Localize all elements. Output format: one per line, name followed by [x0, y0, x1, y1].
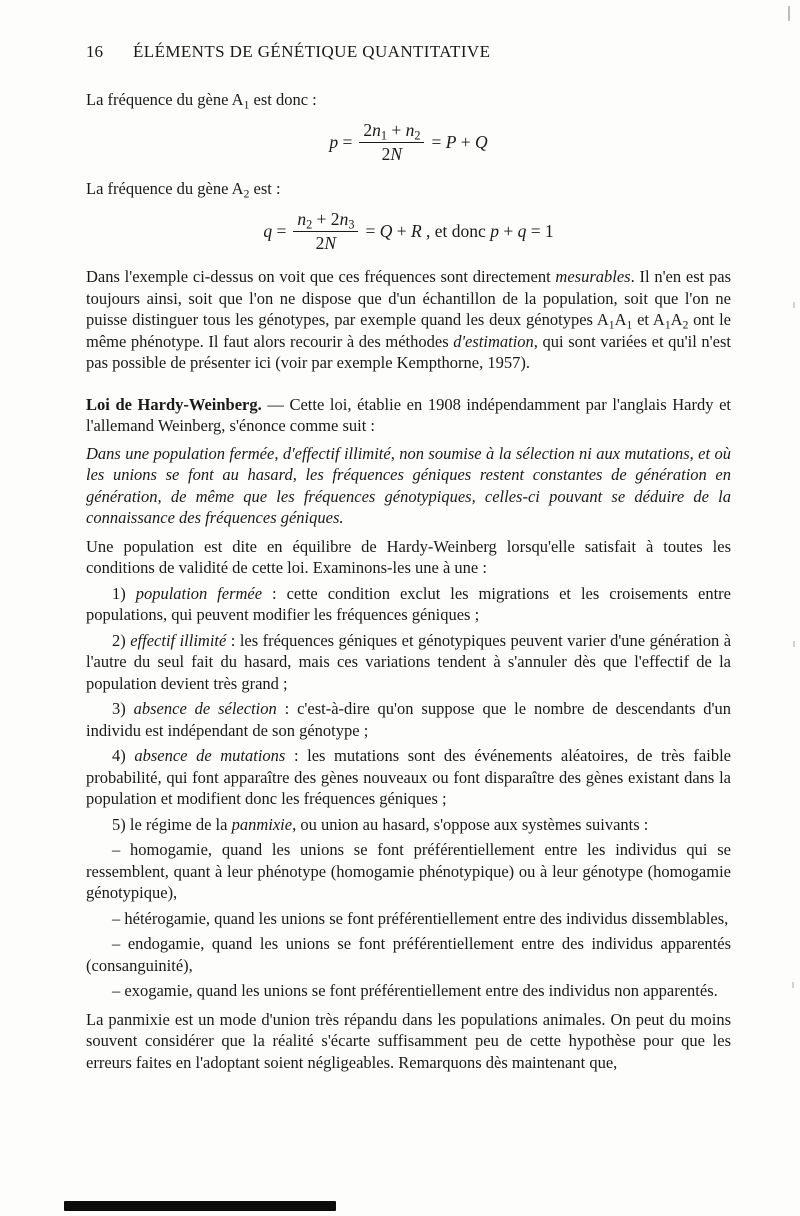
mating-systems-list	[86, 839, 731, 1002]
scan-artifact-tick	[788, 6, 790, 21]
formula-q	[86, 205, 731, 257]
fraction-p-denominator: 2N	[381, 144, 403, 164]
scan-artifact-bar	[64, 1201, 336, 1211]
fraction-p	[359, 120, 424, 165]
running-header	[86, 42, 731, 62]
fraction-p-numerator: $2n_1 + n_2$	[359, 120, 424, 143]
formula-p-lhs: p =	[329, 132, 353, 152]
condition-item-2: 2) effectif illimité : les fréquences géniques et génotypiques peuvent varier d'une génération à l'autre du seul fait du hasard, mais ces variations tendent à s'annuler dès que l'effectif de la population devient très grand ;	[86, 630, 732, 693]
conditions-list	[86, 583, 731, 836]
fraction-q	[293, 209, 358, 254]
condition-item-4: 4) absence de mutations : les mutations sont des événements aléatoires, de très faible probabilité, qui font apparaître des gènes nouveaux ou font disparaître des gènes existant dans la population et modifient donc les fréquences géniques ;	[86, 746, 731, 808]
gene-a2-intro-line: La fréquence du gène $A_2$ est :	[86, 178, 281, 200]
page-number: 16	[86, 42, 103, 61]
condition-item-3: 3) absence de sélection : c'est-à-dire qu'on suppose que le nombre de descendants d'un individu est indépendant de son génotype ;	[86, 699, 731, 740]
formula-p-rhs: = P + Q	[431, 132, 488, 152]
scan-artifact-dot	[793, 641, 795, 647]
formula-q-lhs: q =	[263, 220, 287, 241]
gene-a1-intro-line: La fréquence du gène $A_1$ est donc :	[86, 90, 317, 112]
scan-artifact-dot	[793, 302, 795, 308]
mating-item-homogamie: – homogamie, quand les unions se font préférentiellement entre les individus qui se ressemblent, quant à leur phénotype (homogamie phénotypique) ou à leur génotype (homogamie génotypique),	[86, 840, 731, 902]
scan-artifact-dot	[792, 982, 794, 988]
fraction-q-numerator: $n_2 + 2n_3$	[293, 209, 358, 232]
paragraph-measurable-frequencies: Dans l'exemple ci-dessus on voit que ces fréquences sont directement mesurables. Il n'en est pas toujours ainsi, soit que l'on ne dispose que d'un échantillon de la population, soit que l'on ne puisse distinguer tous les génotypes, par exemple quand les deux génotypes $A_1A_1$ et $A_1A_2$ ont le même phénotype. Il faut alors recourir à des méthodes d'estimation, qui sont variées et qu'il n'est pas possible de présenter ici (voir par exemple Kempthorne, 1957).	[86, 267, 731, 372]
hardy-weinberg-heading: Loi de Hardy-Weinberg. — Cette loi, établie en 1908 indépendamment par l'anglais Hardy et l'allemand Weinberg, s'énonce comme suit :	[86, 394, 732, 435]
condition-item-1: 1) population fermée : cette condition exclut les migrations et les croisements entre populations, qui peuvent modifier les fréquences géniques ;	[86, 583, 731, 624]
running-title: ÉLÉMENTS DE GÉNÉTIQUE QUANTITATIVE	[133, 42, 491, 61]
mating-item-heterogamie: – hétérogamie, quand les unions se font préférentiellement entre des individus dissemblables,	[112, 908, 729, 928]
mating-item-endogamie: – endogamie, quand les unions se font préférentiellement entre des individus apparentés (consanguinité),	[86, 934, 731, 975]
hardy-weinberg-law-statement: Dans une population fermée, d'effectif illimité, non soumise à la sélection ni aux mutations, et où les unions se font au hasard, les fréquences géniques restent constantes de génération en génération, de même que les fréquences génotypiques, celles-ci pouvant se déduire de la connaissance des fréquences géniques.	[86, 443, 731, 527]
paragraph-closing-panmixie: La panmixie est un mode d'union très répandu dans les populations animales. On peut du moins souvent considérer que la réalité s'écarte suffisamment peu de cette hypothèse pour que les erreurs faites en l'adoptant soient négligeables. Remarquons dès maintenant que,	[86, 1009, 731, 1072]
formula-q-rhs: = Q + R , et donc p + q = 1	[365, 220, 554, 241]
condition-item-5: 5) le régime de la panmixie, ou union au hasard, s'oppose aux systèmes suivants :	[112, 814, 649, 834]
mating-item-exogamie: – exogamie, quand les unions se font préférentiellement entre des individus non apparentés.	[112, 981, 718, 1000]
formula-p	[86, 117, 731, 169]
fraction-q-denominator: 2N	[315, 232, 337, 253]
paragraph-equilibrium: Une population est dite en équilibre de Hardy-Weinberg lorsqu'elle satisfait à toutes les conditions de validité de cette loi. Examinons-les une à une :	[86, 536, 731, 577]
